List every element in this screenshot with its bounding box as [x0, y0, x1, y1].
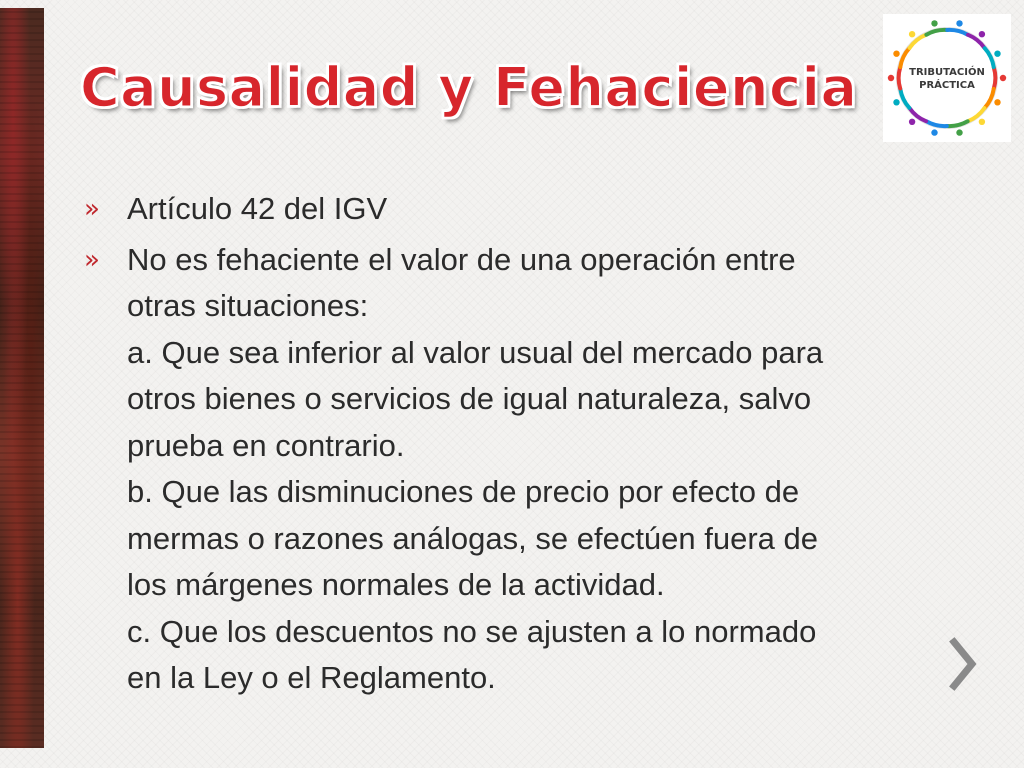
logo-figure-head [956, 129, 962, 135]
logo-figure-arms [985, 48, 994, 67]
logo-figure-head [931, 129, 937, 135]
logo-figure-head [931, 20, 937, 26]
bullet-line: c. Que los descuentos no se ajusten a lo normado [127, 613, 817, 649]
bullet-line: otros bienes o servicios de igual naturaleza, salvo [127, 381, 812, 416]
bullet-list [84, 186, 954, 706]
bullet-line: otras situaciones: [127, 288, 369, 323]
bullet-item [84, 186, 954, 233]
tributacion-practica-logo [883, 14, 1011, 142]
bullet-line: No es fehaciente el valor de una operación entre [127, 241, 796, 277]
bullet-marker: » [84, 194, 100, 224]
logo-figure-head [909, 119, 915, 125]
logo-figure-head [994, 51, 1000, 57]
bullet-line: b. Que las disminuciones de precio por efecto de [127, 474, 800, 509]
logo-text-line2: PRÁCTICA [919, 80, 975, 91]
logo-figure-head [956, 20, 962, 26]
logo-text-line1: TRIBUTACIÓN [909, 67, 985, 78]
bullet-line: prueba en contrario. [127, 427, 405, 463]
logo-figure-head [893, 99, 899, 105]
chevron-right-icon[interactable] [942, 636, 982, 692]
logo-figure-head [979, 119, 985, 125]
bullet-line: mermas o razones análogas, se efectúen fuera de [127, 520, 819, 556]
bullet-line: los márgenes normales de la actividad. [127, 567, 665, 602]
logo-figure-head [893, 51, 899, 57]
logo-figure-arms [900, 48, 909, 67]
slide-title: Causalidad y Fehaciencia [80, 56, 858, 119]
bullet-line: en la Ley o el Reglamento. [127, 660, 496, 695]
logo-figure-head [979, 31, 985, 37]
bullet-text: Artículo 42 del IGV [127, 191, 388, 226]
bullet-item [84, 237, 954, 702]
logo-figure-head [909, 31, 915, 37]
logo-figure-head [994, 99, 1000, 105]
bullet-line: a. Que sea inferior al valor usual del mercado para [127, 334, 824, 370]
bullet-marker: » [84, 244, 100, 275]
decorative-side-strip [0, 8, 44, 748]
